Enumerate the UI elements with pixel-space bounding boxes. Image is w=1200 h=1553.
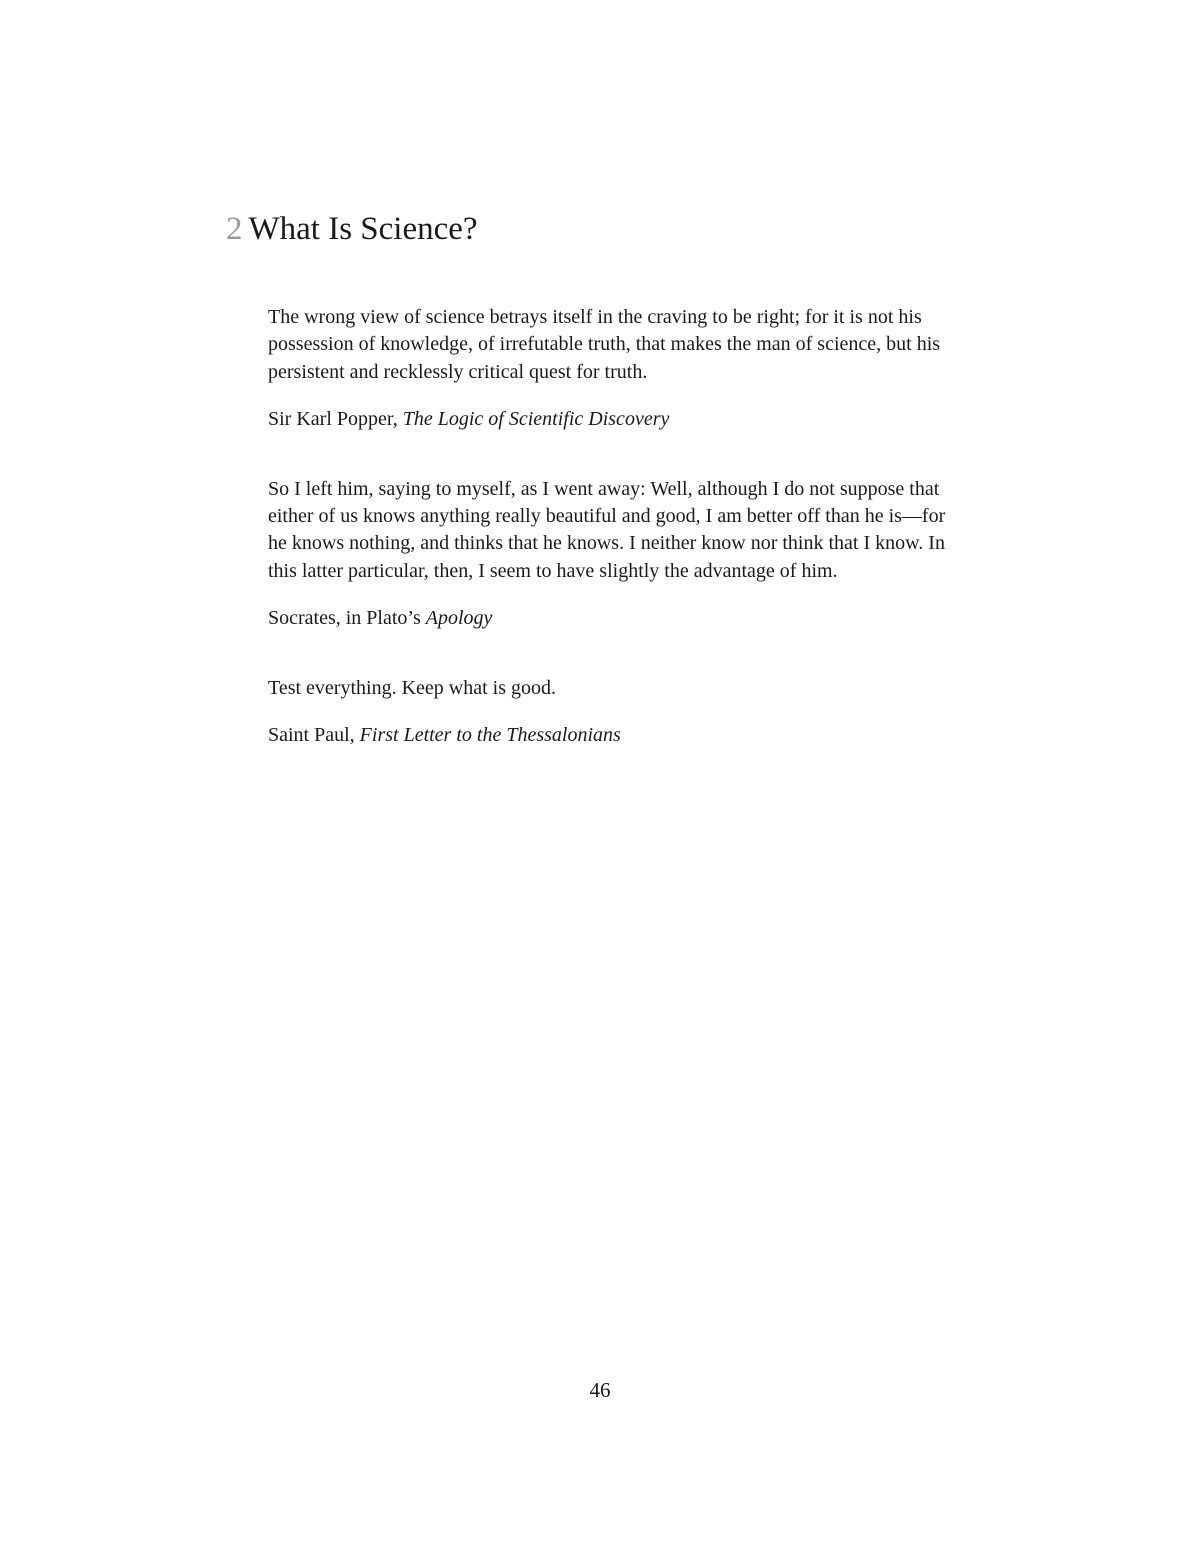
attribution-author: Saint Paul, bbox=[268, 724, 360, 747]
chapter-number: 2 bbox=[226, 211, 243, 247]
attribution-work: First Letter to the Thessalonians bbox=[359, 724, 621, 747]
epigraph-attribution bbox=[268, 605, 948, 632]
epigraph-attribution bbox=[268, 722, 948, 749]
epigraph-quote: So I left him, saying to myself, as I went away: Well, although I do not suppose that either of us knows anything really beautiful and good, I am better off than he is—for he knows nothing, and thinks that he knows. I neither know nor think that I know. In this latter particular, then, I seem to have slightly the advantage of him. bbox=[268, 477, 946, 582]
epigraph-quote: Test everything. Keep what is good. bbox=[268, 677, 556, 700]
attribution-work: Apology bbox=[425, 607, 493, 630]
epigraphs bbox=[268, 304, 948, 792]
chapter-heading bbox=[226, 207, 478, 251]
epigraph-socrates bbox=[268, 476, 948, 632]
epigraph-popper bbox=[268, 304, 948, 433]
epigraph-attribution bbox=[268, 406, 948, 433]
attribution-work: The Logic of Scientific Discovery bbox=[402, 407, 670, 430]
attribution-author: Sir Karl Popper, bbox=[268, 407, 403, 430]
epigraph-quote: The wrong view of science betrays itself in the craving to be right; for it is not his possession of knowledge, of irrefutable truth, that makes the man of science, but his persistent and recklessly critical quest for truth. bbox=[268, 306, 941, 383]
attribution-author: Socrates, in Plato’s bbox=[268, 607, 426, 630]
page-number: 46 bbox=[589, 1378, 611, 1402]
epigraph-saint-paul bbox=[268, 675, 948, 749]
chapter-title: What Is Science? bbox=[248, 211, 478, 247]
